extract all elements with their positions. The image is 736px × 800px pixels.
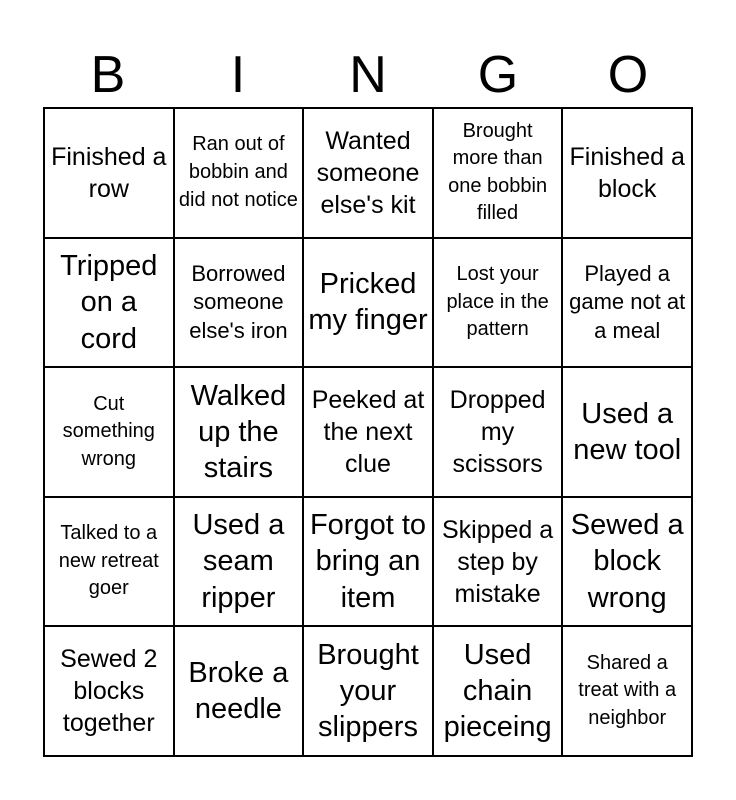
bingo-cell[interactable]: Finished a block [562,108,692,238]
bingo-cell[interactable]: Sewed 2 blocks together [44,626,174,756]
bingo-cell[interactable]: Played a game not at a meal [562,238,692,368]
bingo-cell[interactable]: Shared a treat with a neighbor [562,626,692,756]
bingo-cell[interactable]: Brought your slippers [303,626,433,756]
bingo-cell[interactable]: Finished a row [44,108,174,238]
bingo-cell[interactable]: Peeked at the next clue [303,367,433,497]
bingo-header [43,44,693,106]
bingo-cell[interactable]: Ran out of bobbin and did not notice [174,108,304,238]
bingo-cell[interactable]: Brought more than one bobbin filled [433,108,563,238]
bingo-cell[interactable]: Used chain pieceing [433,626,563,756]
bingo-cell[interactable]: Walked up the stairs [174,367,304,497]
header-letter-b: B [90,46,126,104]
bingo-cell[interactable]: Talked to a new retreat goer [44,497,174,627]
header-letter-g: G [477,46,519,104]
bingo-cell[interactable]: Wanted someone else's kit [303,108,433,238]
bingo-cell[interactable]: Tripped on a cord [44,238,174,368]
bingo-cell[interactable]: Used a new tool [562,367,692,497]
bingo-cell[interactable]: Broke a needle [174,626,304,756]
bingo-card [43,107,693,757]
bingo-cell[interactable]: Skipped a step by mistake [433,497,563,627]
bingo-cell[interactable]: Used a seam ripper [174,497,304,627]
bingo-cell[interactable]: Dropped my scissors [433,367,563,497]
bingo-cell[interactable]: Pricked my finger [303,238,433,368]
bingo-cell[interactable]: Sewed a block wrong [562,497,692,627]
header-letter-o: O [607,46,649,104]
bingo-cell[interactable]: Lost your place in the pattern [433,238,563,368]
bingo-cell[interactable]: Borrowed someone else's iron [174,238,304,368]
header-letter-n: N [349,46,387,104]
header-letter-i: I [230,46,246,104]
bingo-cell[interactable]: Cut something wrong [44,367,174,497]
bingo-cell[interactable]: Forgot to bring an item [303,497,433,627]
